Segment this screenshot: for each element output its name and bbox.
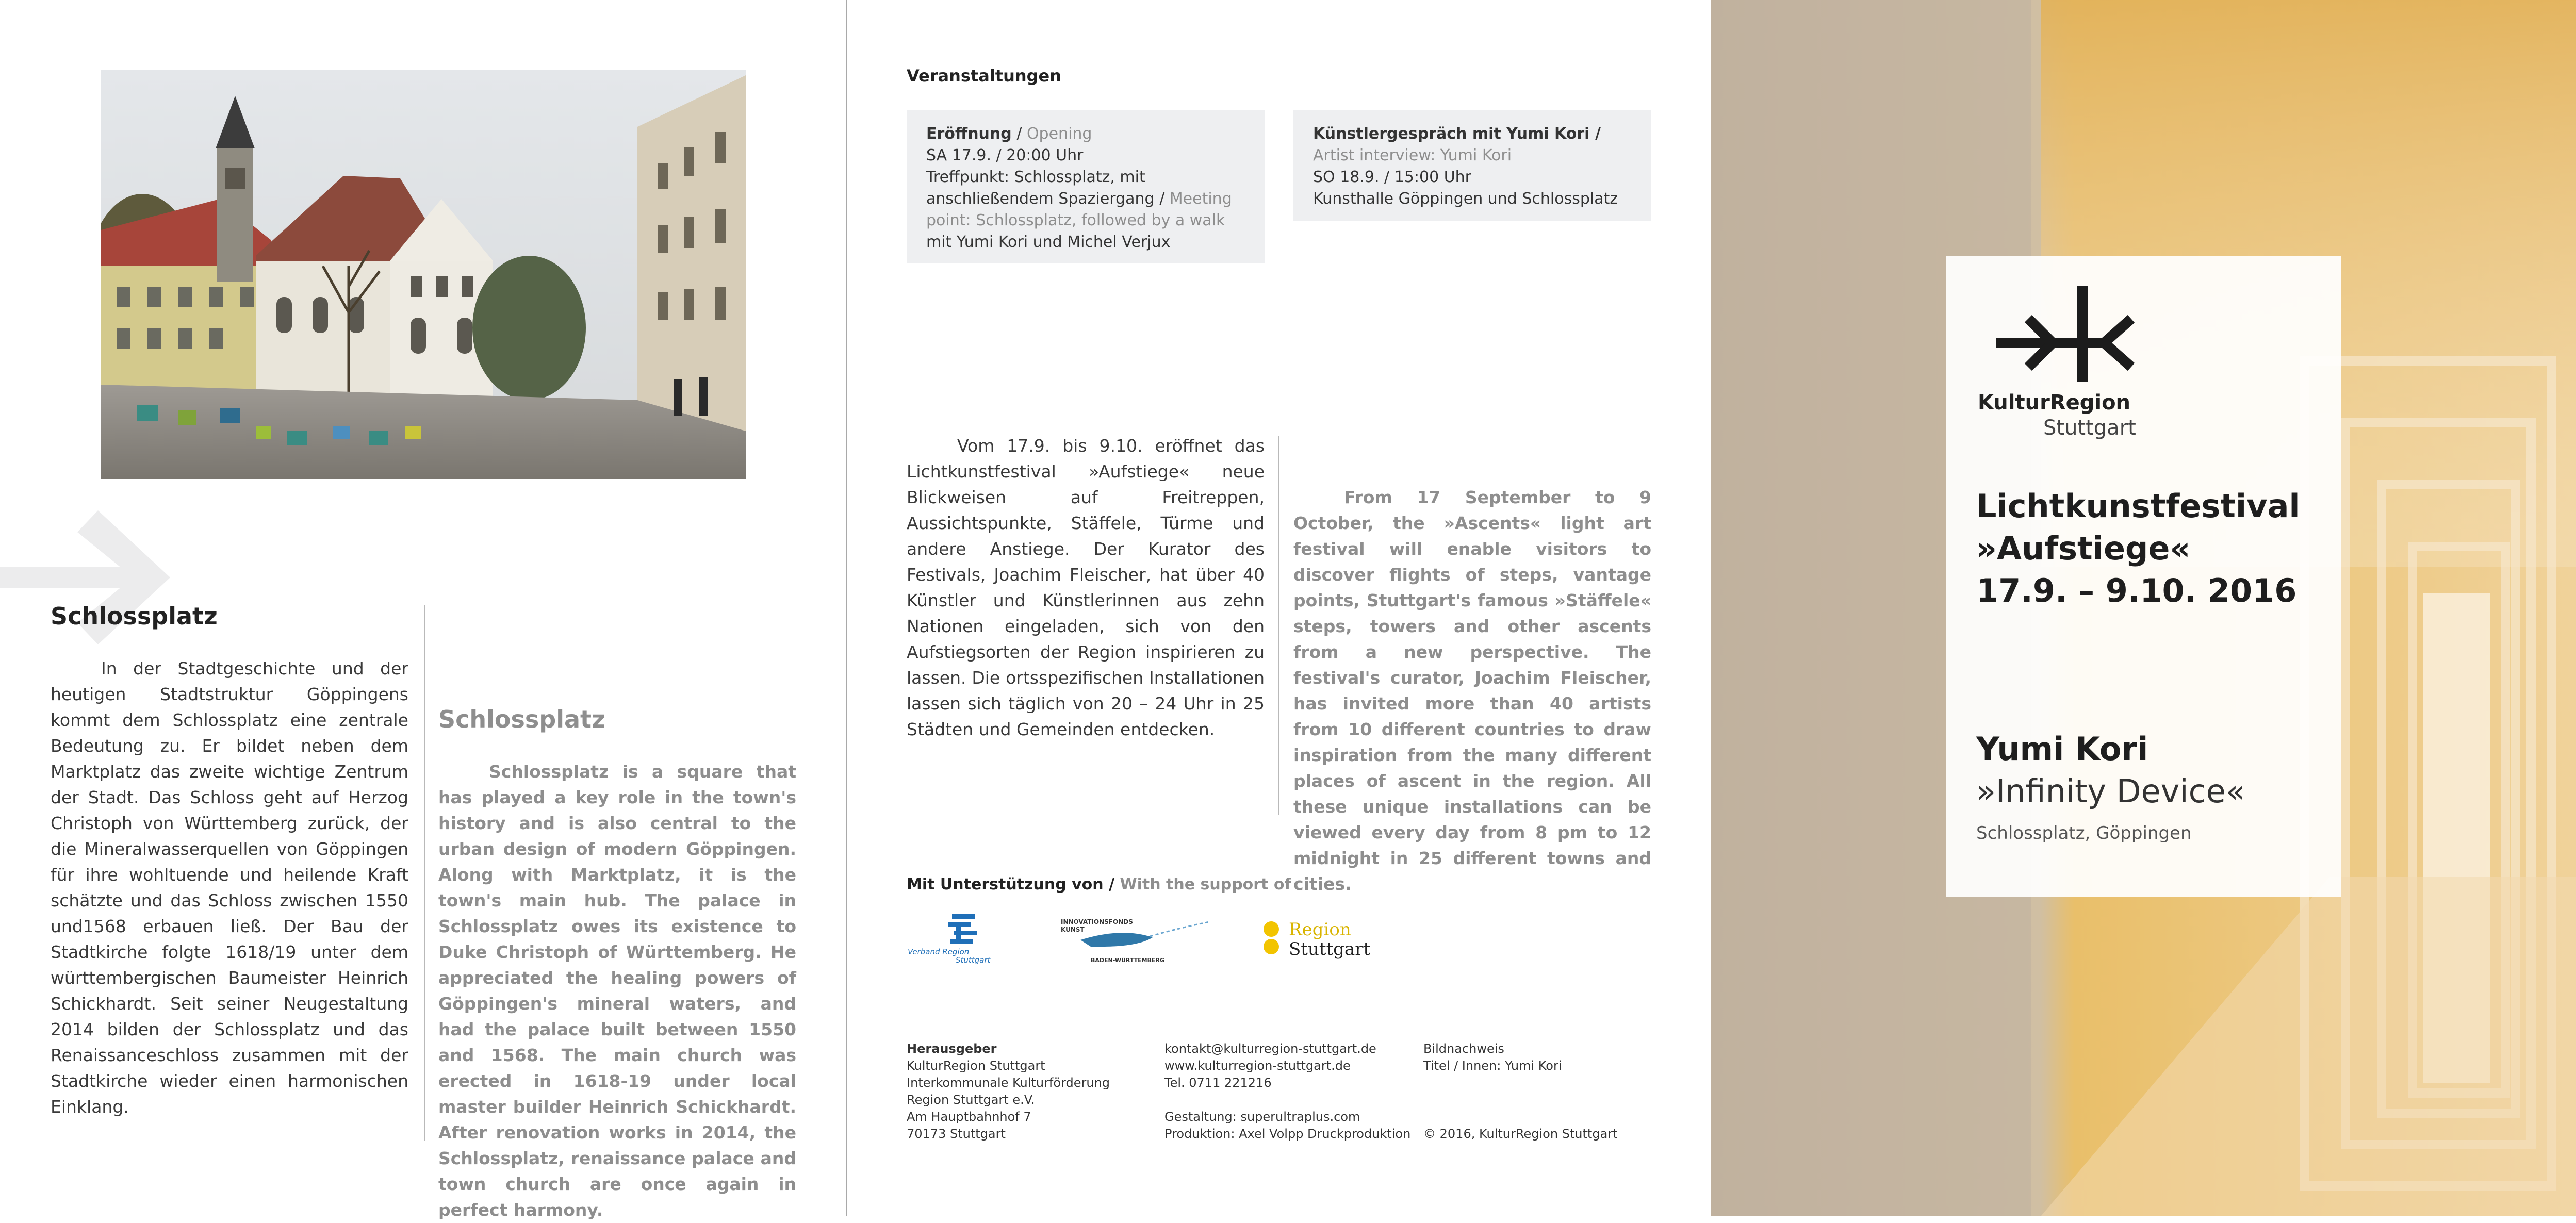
event2-title-en: Artist interview: Yumi Kori xyxy=(1313,146,1512,164)
panel2-divider xyxy=(1278,436,1279,815)
panel1-text-en: Schlossplatz is a square that has played a key role in the town's history and is also central to the urban design of modern Göppingen. Along with Marktplatz, it is the town's main hub. The palace in Schlossplatz owes its existence to Duke Christoph of Württemberg. He appreciated the healing powers of Göppingen's mineral waters, and had the palace built between 1550 and 1568. The main church was erected in 1618-19 under local master builder Heinrich Schickhardt. After renovation works in 2014, the Schlossplatz, renaissance palace and town church are once again in perfect harmony. xyxy=(438,762,796,1220)
cover-title-line1: Lichtkunstfestival xyxy=(1976,487,2300,525)
cover-dates: 17.9. – 9.10. 2016 xyxy=(1976,572,2297,609)
copyright: © 2016, KulturRegion Stuttgart xyxy=(1423,1127,1618,1141)
event1-separator: / xyxy=(1011,125,1027,143)
imprint-line: Region Stuttgart e.V. xyxy=(907,1093,1035,1107)
credits-column xyxy=(1423,1040,1661,1143)
logo-subtitle: Stuttgart xyxy=(2043,416,2136,440)
panel1-text-de: In der Stadtgeschichte und der heutigen Stadtstruktur Göppingens kommt dem Schlossplatz eine zentrale Bedeutung zu. Er bildet neben dem Marktplatz das zweite wichtige Zentrum der Stadt. Das Schloss geht auf Herzog Christoph von Württemberg zurück, der die Mineralwasserquellen von Göppingen für ihre wohltuende und heilende Kraft schätzte und das Schloss zwischen 1550 und1568 erbauen ließ. Der Bau der Stadtkirche folgte 1618/19 unter dem württembergischen Baumeister Heinrich Schickhardt. Seit seiner Neugestaltung 2014 bilden der Schlossplatz und das Renaissanceschloss zusammen mit der Stadtkirche wieder einen harmonischen Einklang. xyxy=(51,658,408,1117)
contact-web-link[interactable]: www.kulturregion-stuttgart.de xyxy=(1164,1059,1351,1073)
rs-logo-line1: Region xyxy=(1289,919,1351,940)
event2-place: Kunsthalle Göppingen und Schlossplatz xyxy=(1313,190,1618,208)
support-label-en: With the support of xyxy=(1120,875,1291,894)
imprint-heading: Herausgeber xyxy=(907,1042,997,1056)
vrs-logo-line2: Stuttgart xyxy=(956,955,991,965)
panel2-text-en: From 17 September to 9 October, the »Ascents« light art festival will enable visitors to discover flights of steps, vantage points, Stuttgart's famous »Stäffele« steps, towers and other ascents from a new perspective. The festival's curator, Joachim Fleischer, has invited more than 40 artists from 10 different countries to draw inspiration from the many different places of ascent in the region. All these unique installations can be viewed every day from 8 pm to 12 midnight in 25 different towns and cities. xyxy=(1293,487,1651,894)
panel1-title: Schlossplatz xyxy=(51,602,218,630)
design-credit: Gestaltung: superultraplus.com xyxy=(1164,1110,1360,1124)
event1-title-en: Opening xyxy=(1026,125,1092,143)
panel2-text-de: Vom 17.9. bis 9.10. eröffnet das Lichtkunstfestival »Aufstiege« neue Blickweisen auf Freitreppen, Aussichtspunkte, Stäffele, Türme und andere Anstiege. Der Kurator des Festivals, Joachim Fleischer, hat über 40 Künstler und Künstlerinnen aus zehn Nationen eingeladen, sich von den Aufstiegsorten der Region inspirieren zu lassen. Die ortsspezifischen Installationen lassen sich täglich von 20 – 24 Uhr in 25 Städten und Gemeinden entdecken. xyxy=(907,436,1265,739)
event1-meet-en: Meeting point: Schlossplatz, followed by a walk xyxy=(926,190,1232,229)
contact-tel: Tel. 0711 221216 xyxy=(1164,1076,1272,1090)
verband-region-stuttgart-logo xyxy=(907,910,999,967)
event-opening-box: Eröffnung / Opening SA 17.9. / 20:00 Uhr Treffpunkt: Schlossplatz, mit anschließendem Spaziergang / Meeting point: Schlossplatz, followed by a walk mit Yumi Kori und Michel Verjux xyxy=(907,110,1265,263)
event2-date: SO 18.9. / 15:00 Uhr xyxy=(1313,168,1472,186)
cover-artist: Yumi Kori xyxy=(1976,730,2148,768)
event-artist-talk-box xyxy=(1293,110,1651,221)
support-label-de: Mit Unterstützung von / xyxy=(907,875,1115,894)
logo-name: KulturRegion xyxy=(1978,391,2131,415)
ifk-logo-line3: BADEN-WÜRTTEMBERG xyxy=(1091,957,1164,964)
imprint-line: Interkommunale Kulturförderung xyxy=(907,1076,1110,1090)
kulturregion-k-logo-icon xyxy=(1996,286,2140,382)
region-stuttgart-logo xyxy=(1261,917,1380,963)
panel1-divider xyxy=(424,605,425,1141)
event2-title-de: Künstlergespräch mit Yumi Kori / xyxy=(1313,125,1601,143)
rs-logo-line2: Stuttgart xyxy=(1289,939,1371,960)
fold-line xyxy=(846,0,847,1216)
credits-line: Titel / Innen: Yumi Kori xyxy=(1423,1059,1562,1073)
cover-venue: Schlossplatz, Göppingen xyxy=(1976,823,2192,844)
ifk-logo-line1: INNOVATIONSFONDS xyxy=(1061,918,1133,925)
events-heading: Veranstaltungen xyxy=(907,66,1062,86)
contact-column xyxy=(1164,1040,1417,1143)
event1-people: mit Yumi Kori und Michel Verjux xyxy=(926,233,1171,251)
cover-work-title: »Infinity Device« xyxy=(1976,772,2245,810)
imprint-column xyxy=(907,1040,1149,1143)
cover-title-line2: »Aufstiege« xyxy=(1976,530,2191,567)
innovationsfonds-kunst-logo xyxy=(1060,917,1215,966)
ifk-logo-line2: KUNST xyxy=(1061,926,1085,933)
vrs-logo-line1: Verband Region xyxy=(908,947,970,956)
imprint-line: 70173 Stuttgart xyxy=(907,1127,1006,1141)
credits-heading: Bildnachweis xyxy=(1423,1042,1504,1056)
imprint-line: Am Hauptbahnhof 7 xyxy=(907,1110,1031,1124)
event1-date: SA 17.9. / 20:00 Uhr xyxy=(926,146,1084,164)
support-heading xyxy=(907,875,1291,894)
event1-title-de: Eröffnung xyxy=(926,125,1012,143)
production-credit: Produktion: Axel Volpp Druckproduktion xyxy=(1164,1127,1411,1141)
panel1-title-en: Schlossplatz xyxy=(438,705,605,733)
imprint-line: KulturRegion Stuttgart xyxy=(907,1059,1045,1073)
schlossplatz-photo xyxy=(101,70,746,479)
contact-email-link[interactable]: kontakt@kulturregion-stuttgart.de xyxy=(1164,1042,1376,1056)
event1-meet-de: Treffpunkt: Schlossplatz, mit anschließendem Spaziergang xyxy=(926,168,1155,208)
